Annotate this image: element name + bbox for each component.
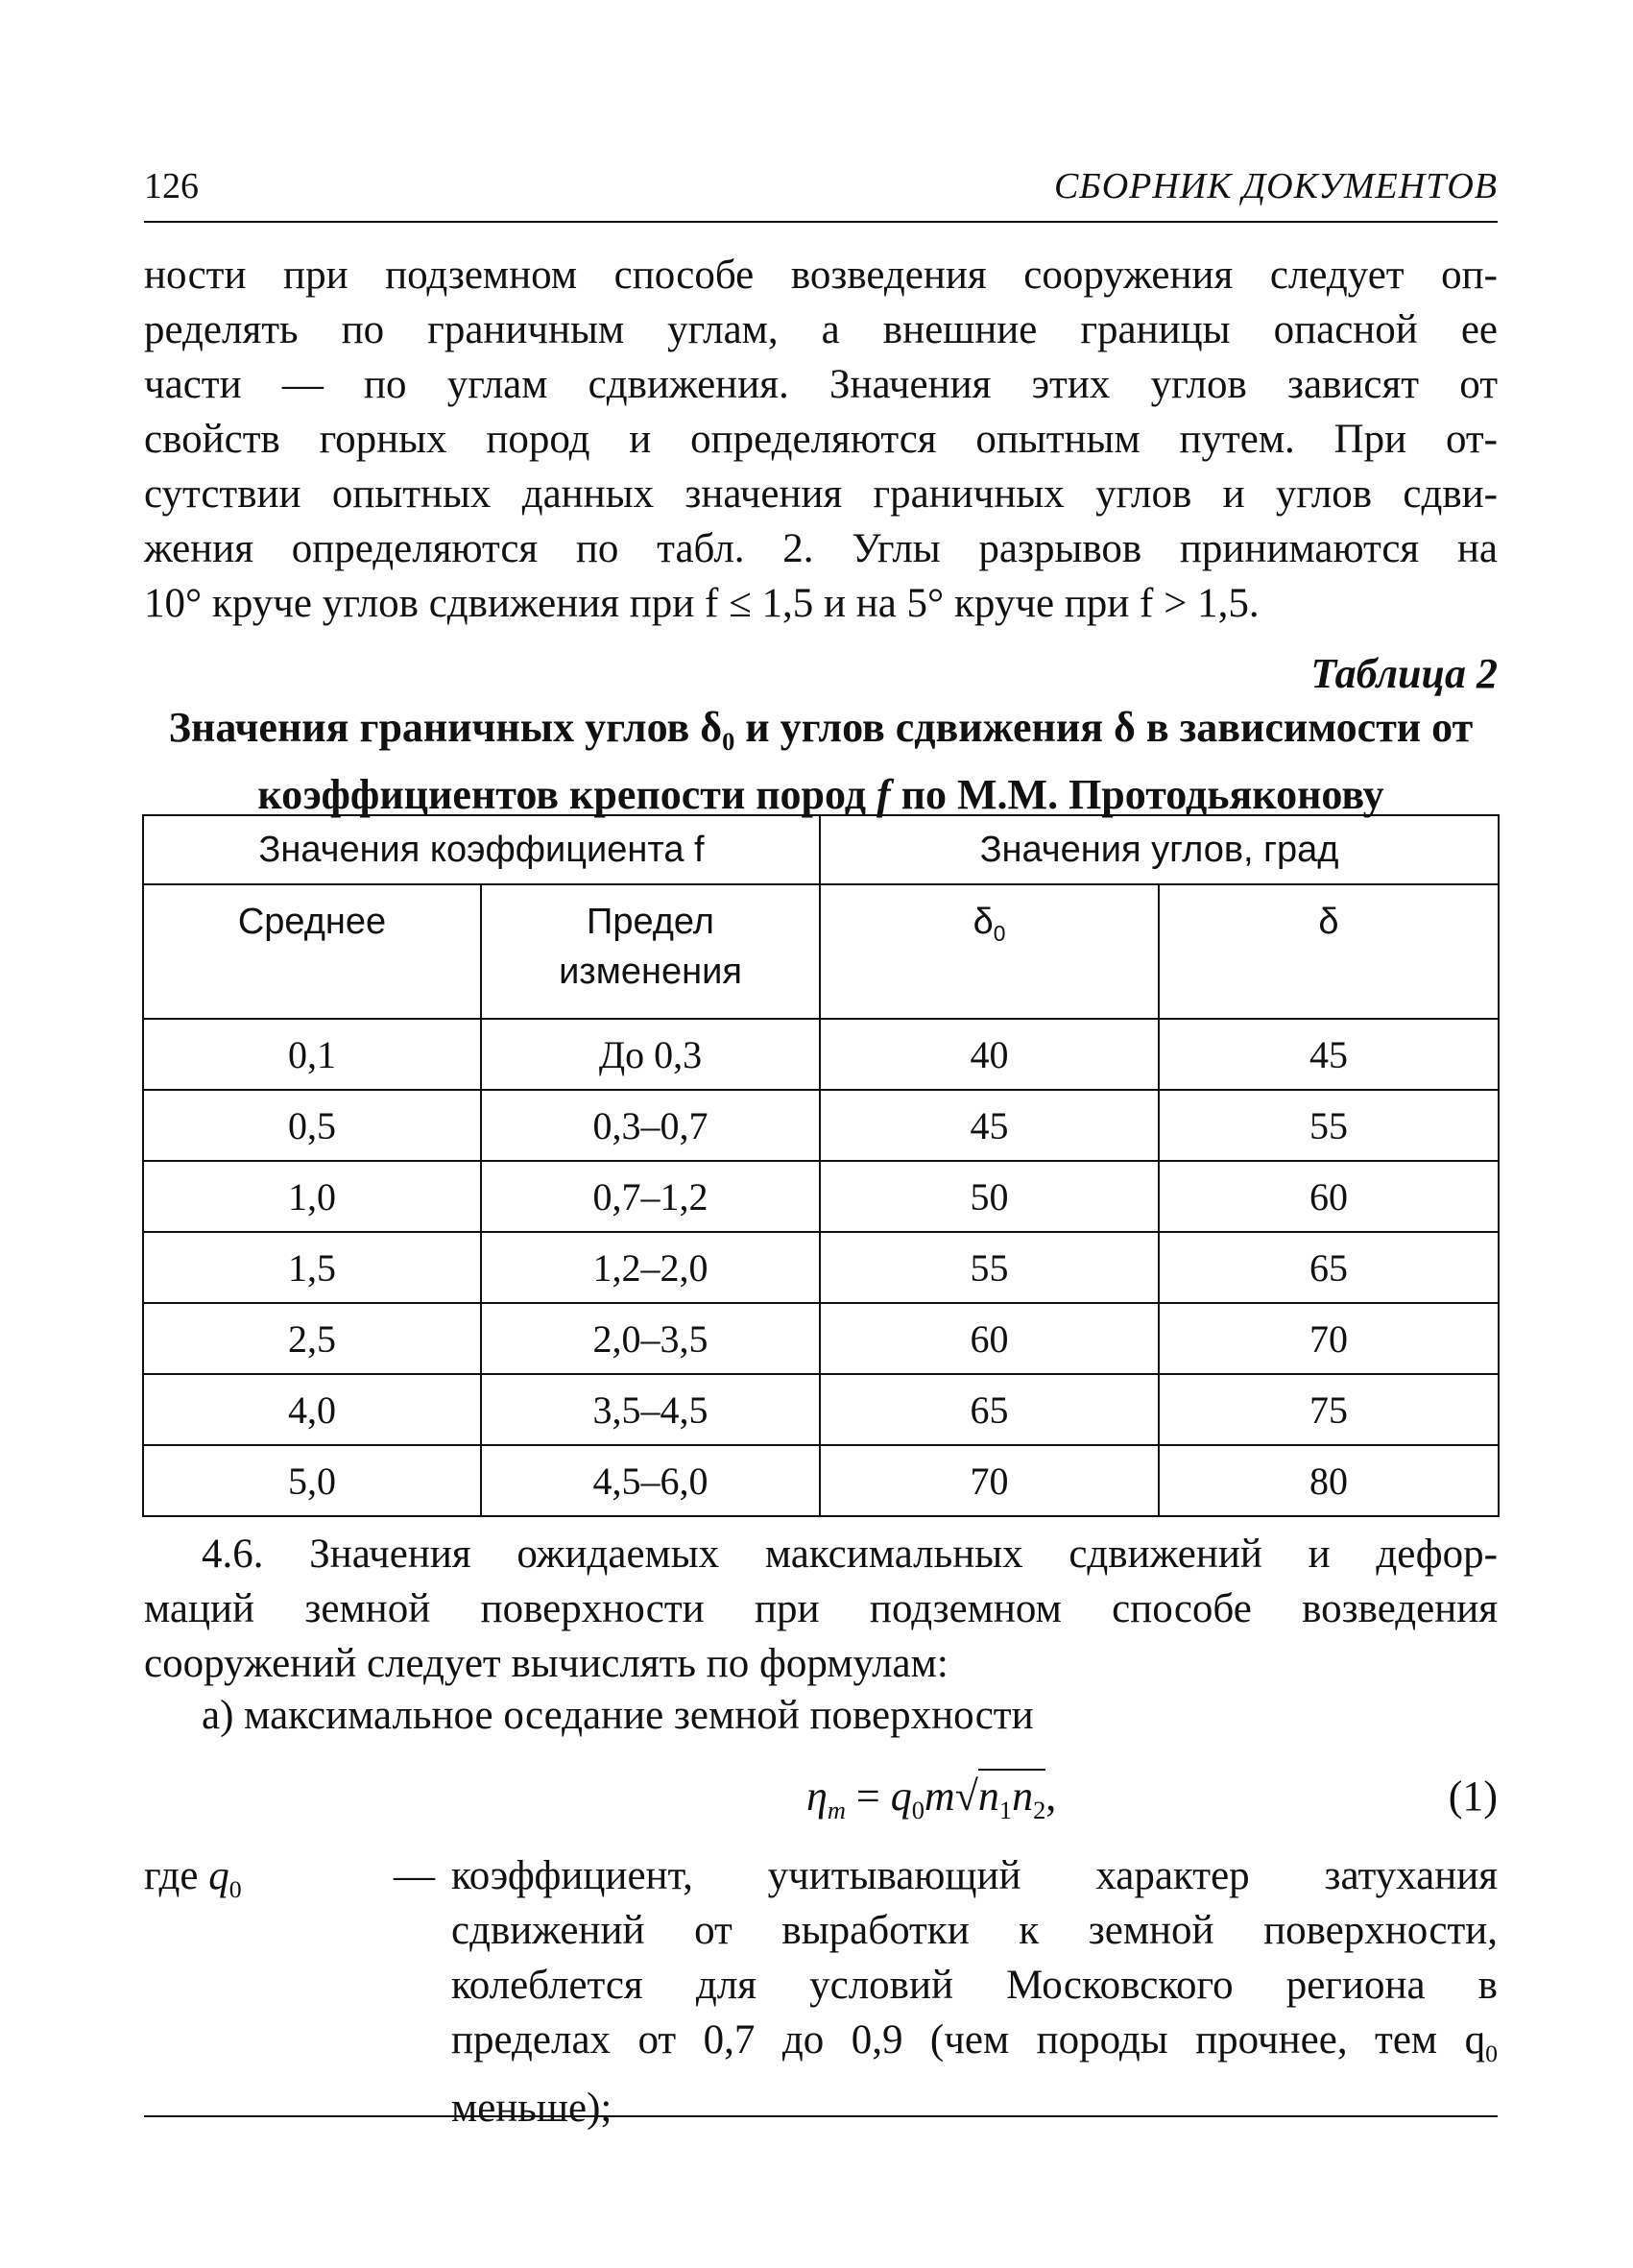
formula-n1: n <box>977 1773 999 1820</box>
formula-equals: = <box>845 1773 891 1820</box>
cell-delta: 60 <box>1159 1161 1499 1232</box>
formula-m: m <box>924 1773 955 1820</box>
table-caption <box>144 701 1498 822</box>
angles-table <box>142 814 1500 1517</box>
header-line: изменения <box>559 952 742 992</box>
table-row <box>143 1019 1499 1090</box>
formula-1 <box>144 1772 1498 1839</box>
text-line: меньше); <box>451 2086 612 2132</box>
delta-symbol: δ <box>973 902 994 942</box>
formula-sub: 2 <box>1033 1796 1046 1825</box>
caption-text: по М.М. Протодьяконову <box>890 771 1384 819</box>
text-line: маций земной поверхности при подземном способе возведения <box>144 1586 1498 1631</box>
cell-range: 0,7–1,2 <box>481 1161 820 1232</box>
cell-average: 5,0 <box>143 1445 481 1516</box>
line-text: пределах от 0,7 до 0,9 (чем породы прочнее, тем q <box>451 2017 1486 2063</box>
column-header-average: Среднее <box>143 884 481 1019</box>
text-line: колеблется для условий Московского региона в <box>451 1963 1498 2008</box>
table-row <box>143 1232 1499 1303</box>
text-line: свойств горных пород и определяются опытным путем. При от- <box>144 417 1498 462</box>
cell-average: 2,5 <box>143 1303 481 1374</box>
caption-variable-f: f <box>877 771 891 819</box>
cell-delta: 70 <box>1159 1303 1499 1374</box>
cell-delta0: 70 <box>820 1445 1159 1516</box>
where-dash: — <box>394 1853 435 1898</box>
text-line <box>451 2013 1498 2081</box>
table-row <box>143 1445 1499 1516</box>
table-body <box>143 1019 1499 1516</box>
table-label: Таблица 2 <box>1310 650 1498 697</box>
text-line: ности при подземном способе возведения сооружения следует оп- <box>144 253 1498 298</box>
cell-delta: 75 <box>1159 1374 1499 1445</box>
caption-subscript: 0 <box>722 727 735 757</box>
cell-delta: 45 <box>1159 1019 1499 1090</box>
table-row <box>143 1090 1499 1161</box>
list-item-a: а) максимальное оседание земной поверхности <box>202 1693 1034 1738</box>
column-header-range <box>481 884 820 1019</box>
formula-expression <box>806 1772 1056 1825</box>
caption-text: Значения граничных углов δ <box>168 704 723 751</box>
table-header-row <box>143 815 1499 884</box>
text-line: 4.6. Значения ожидаемых максимальных сдвижений и дефор- <box>202 1532 1498 1577</box>
running-head <box>144 168 1498 205</box>
where-word: где <box>144 1853 209 1898</box>
cell-average: 1,5 <box>143 1232 481 1303</box>
paragraph-2 <box>144 1527 1498 1691</box>
formula-n2: n <box>1012 1773 1034 1820</box>
cell-average: 0,1 <box>143 1019 481 1090</box>
line-subscript: 0 <box>1485 2039 1498 2068</box>
cell-delta0: 40 <box>820 1019 1159 1090</box>
formula-number: (1) <box>1448 1773 1498 1820</box>
formula-sub: 1 <box>998 1796 1013 1825</box>
where-variable-sub: 0 <box>228 1875 242 1904</box>
table-row <box>143 1161 1499 1232</box>
cell-range: 4,5–6,0 <box>481 1445 820 1516</box>
cell-range: 3,5–4,5 <box>481 1374 820 1445</box>
text-line: сутствии опытных данных значения граничных углов и углов сдви- <box>144 471 1498 517</box>
formula-q: q <box>890 1773 912 1820</box>
cell-average: 0,5 <box>143 1090 481 1161</box>
text-line: сдвижений от выработки к земной поверхности, <box>451 1908 1498 1953</box>
formula-sub: m <box>827 1796 846 1825</box>
cell-delta: 80 <box>1159 1445 1499 1516</box>
cell-average: 1,0 <box>143 1161 481 1232</box>
where-variable: q <box>208 1853 229 1898</box>
caption-text: коэффициентов крепости пород <box>257 771 877 819</box>
header-line: Предел <box>587 902 714 942</box>
text-line: ределять по граничным углам, а внешние границы опасной ее <box>144 307 1498 352</box>
header-rule <box>144 221 1498 223</box>
formula-sub: 0 <box>911 1796 925 1825</box>
paragraph-1 <box>144 248 1498 631</box>
cell-range: 2,0–3,5 <box>481 1303 820 1374</box>
formula-radicand <box>977 1769 1046 1825</box>
column-header-delta: δ <box>1159 884 1499 1019</box>
group-header-coefficient: Значения коэффициента f <box>143 815 820 884</box>
table-subheader-row <box>143 884 1499 1019</box>
cell-delta: 65 <box>1159 1232 1499 1303</box>
cell-delta0: 65 <box>820 1374 1159 1445</box>
cell-range: 0,3–0,7 <box>481 1090 820 1161</box>
where-description <box>451 1848 1498 2135</box>
cell-delta0: 50 <box>820 1161 1159 1232</box>
group-header-angles: Значения углов, град <box>820 815 1499 884</box>
where-label <box>144 1848 242 1917</box>
caption-text: и углов сдвижения δ в зависимости от <box>734 704 1474 751</box>
running-title: СБОРНИК ДОКУМЕНТОВ <box>1053 166 1498 206</box>
formula-eta: η <box>806 1773 828 1820</box>
caption-line-1 <box>144 701 1498 768</box>
text-line: коэффициент, учитывающий характер затухания <box>451 1853 1498 1898</box>
footer-rule <box>144 2115 1498 2117</box>
table-row <box>143 1303 1499 1374</box>
radical-icon: √ <box>954 1773 978 1820</box>
text-line: части — по углам сдвижения. Значения этих углов зависят от <box>144 362 1498 407</box>
cell-delta: 55 <box>1159 1090 1499 1161</box>
delta-subscript: 0 <box>993 920 1006 946</box>
cell-delta0: 60 <box>820 1303 1159 1374</box>
page-number: 126 <box>144 166 199 206</box>
text-line: сооружений следует вычислять по формулам: <box>144 1641 949 1686</box>
cell-delta0: 55 <box>820 1232 1159 1303</box>
cell-delta0: 45 <box>820 1090 1159 1161</box>
table-row <box>143 1374 1499 1445</box>
formula-comma: , <box>1045 1773 1057 1820</box>
cell-range: 1,2–2,0 <box>481 1232 820 1303</box>
text-line: жения определяются по табл. 2. Углы разрывов принимаются на <box>144 526 1498 571</box>
column-header-delta0 <box>820 884 1159 1019</box>
cell-range: До 0,3 <box>481 1019 820 1090</box>
text-line: 10° круче углов сдвижения при f ≤ 1,5 и на 5° круче при f > 1,5. <box>144 581 1260 626</box>
cell-average: 4,0 <box>143 1374 481 1445</box>
